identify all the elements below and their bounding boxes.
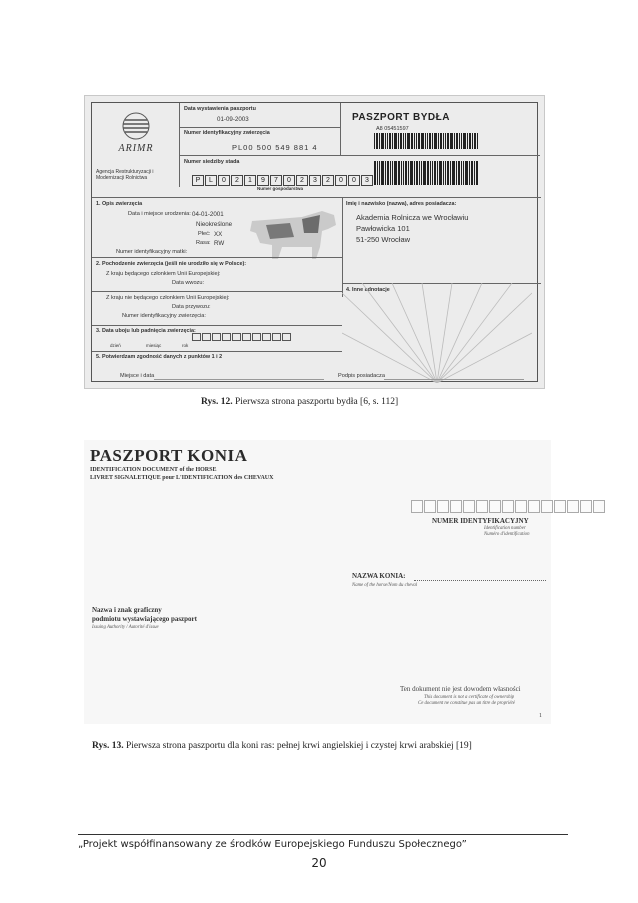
- signature-label: Podpis posiadacza: [338, 373, 385, 379]
- issuer-sub: Issuing Authority / Autorité d'issue: [92, 625, 159, 630]
- mother-id-label: Numer identyfikacyjny matki:: [116, 249, 188, 255]
- agency-name: Agencja Restrukturyzacji i Modernizacji Rolnictwa: [96, 169, 154, 181]
- animal-id-label: Numer identyfikacyjny zwierzęcia: [184, 130, 270, 136]
- herd-digit: 7: [270, 175, 282, 186]
- ownership-disclaimer: Ten dokument nie jest dowodem własności: [400, 685, 521, 693]
- owner-label: Imię i nazwisko (nazwa), adres posiadacza:: [346, 201, 457, 207]
- owner-line-1: Akademia Rolnicza we Wrocławiu: [356, 213, 469, 222]
- herd-digit: 0: [283, 175, 295, 186]
- month-label: miesiąc: [146, 343, 162, 348]
- horse-page-number: 1: [539, 713, 542, 719]
- breed-value: RW: [214, 240, 225, 247]
- herd-digit: 0: [348, 175, 360, 186]
- cattle-passport-image: [84, 95, 545, 389]
- herd-digit: 0: [218, 175, 230, 186]
- figure-12-caption: [201, 397, 398, 407]
- arrival-date-label: Data przywozu:: [172, 304, 211, 310]
- horse-id-fr: Numéro d'identification: [484, 532, 530, 537]
- cattle-passport-title: PASZPORT BYDŁA: [352, 112, 450, 123]
- herd-caption: Numer gospodarstwa: [257, 186, 304, 191]
- section3-label: 3. Data uboju lub padnięcia zwierzęcia:: [96, 328, 196, 334]
- figure-12-label: Rys. 12.: [201, 397, 233, 407]
- figure-13-label: Rys. 13.: [92, 741, 124, 751]
- herd-digit: 2: [322, 175, 334, 186]
- birth-place-value: Nieokreślone: [196, 221, 233, 228]
- sex-value: XX: [214, 231, 223, 238]
- herd-digit: L: [205, 175, 217, 186]
- issuer-line-1: Nazwa i znak graficzny: [92, 606, 162, 614]
- page-number: 20: [311, 856, 327, 870]
- breed-label: Rasa:: [196, 240, 211, 246]
- herd-digit: 9: [257, 175, 269, 186]
- horse-id-boxes: [411, 500, 606, 513]
- footer-project-text: „Projekt współfinansowany ze środków Europejskiego Funduszu Społecznego”: [78, 839, 467, 850]
- figure-13-caption: [92, 741, 472, 751]
- horse-name-sub: Name of the horse/Nom du cheval: [352, 583, 418, 588]
- issuer-line-2: podmiotu wystawiającego paszport: [92, 615, 197, 623]
- figure-13-text: Pierwsza strona paszportu dla koni ras: pełnej krwi angielskiej i czystej krwi arabskiej [19]: [125, 741, 472, 751]
- arimr-logo-text: ARIMR: [118, 143, 154, 154]
- slaughter-date-boxes: [192, 333, 292, 341]
- horse-passport-title: PASZPORT KONIA: [90, 446, 248, 465]
- ownership-disclaimer-fr: Ce document ne constitue pas un titre de propriété: [418, 701, 515, 706]
- section2-label: 2. Pochodzenie zwierzęcia (jeśli nie urodziło się w Polsce):: [96, 261, 247, 267]
- herd-digit: P: [192, 175, 204, 186]
- place-date-label: Miejsce i data: [120, 373, 155, 379]
- issue-date-value: 01-09-2003: [217, 116, 249, 123]
- animal-id-value: PL00 500 549 881 4: [232, 143, 318, 152]
- section1-label: 1. Opis zwierzęcia: [96, 201, 143, 207]
- herd-digit: 0: [335, 175, 347, 186]
- arimr-emblem-icon: [116, 111, 156, 141]
- cow-image-icon: [242, 203, 342, 261]
- herd-digit: 3: [361, 175, 373, 186]
- security-pattern-icon: [342, 283, 532, 383]
- owner-line-3: 51-250 Wrocław: [356, 235, 411, 244]
- horse-passport-subtitle-fr: LIVRET SIGNALETIQUE pour L'IDENTIFICATION des CHEVAUX: [90, 475, 274, 481]
- import-date-label: Data wwozu:: [172, 280, 205, 286]
- horse-name-label: NAZWA KONIA:: [352, 572, 406, 580]
- barcode-top: [374, 133, 479, 149]
- herd-digit: 3: [309, 175, 321, 186]
- section4-label: 4. Inne adnotacje: [346, 287, 390, 293]
- herd-number-label: Numer siedziby stada: [184, 159, 240, 165]
- eu-country-label: Z kraju będącego członkiem Unii Europejskiej:: [106, 271, 221, 277]
- horse-name-line: [414, 580, 546, 581]
- horse-id-label: NUMER IDENTYFIKACYJNY: [432, 517, 529, 525]
- horse-passport-image: [84, 440, 551, 724]
- herd-digit: 2: [296, 175, 308, 186]
- non-eu-country-label: Z kraju nie będącego członkiem Unii Europejskiej:: [106, 295, 230, 301]
- ownership-disclaimer-en: This document is not a certificate of ownership: [424, 695, 515, 700]
- herd-digit: 1: [244, 175, 256, 186]
- arimr-logo-box: [92, 103, 180, 187]
- section5-label: 5. Potwierdzam zgodność danych z punktów 1 i 2: [96, 354, 223, 360]
- figure-12-text: Pierwsza strona paszportu bydła [6, s. 112]: [234, 397, 399, 407]
- barcode-bottom: [374, 161, 479, 185]
- birth-label: Data i miejsce urodzenia:: [128, 211, 191, 217]
- horse-passport-subtitle-en: IDENTIFICATION DOCUMENT of the HORSE: [90, 467, 217, 473]
- cattle-passport-frame: [91, 102, 538, 382]
- day-label: dzień: [110, 343, 121, 348]
- owner-line-2: Pawłowicka 101: [356, 224, 410, 233]
- horse-id-en: Identification number: [484, 526, 526, 531]
- birth-date-value: 04-01-2001: [192, 211, 224, 218]
- sex-label: Płeć:: [198, 231, 211, 237]
- herd-number-boxes: [192, 175, 374, 186]
- issue-date-label: Data wystawienia paszportu: [184, 106, 256, 112]
- animal-id-label-2: Numer identyfikacyjny zwierzęcia:: [122, 313, 206, 319]
- passport-serial: A8 05451597: [376, 126, 409, 132]
- year-label: rok: [182, 343, 189, 348]
- herd-digit: 2: [231, 175, 243, 186]
- footer-divider: [78, 834, 568, 835]
